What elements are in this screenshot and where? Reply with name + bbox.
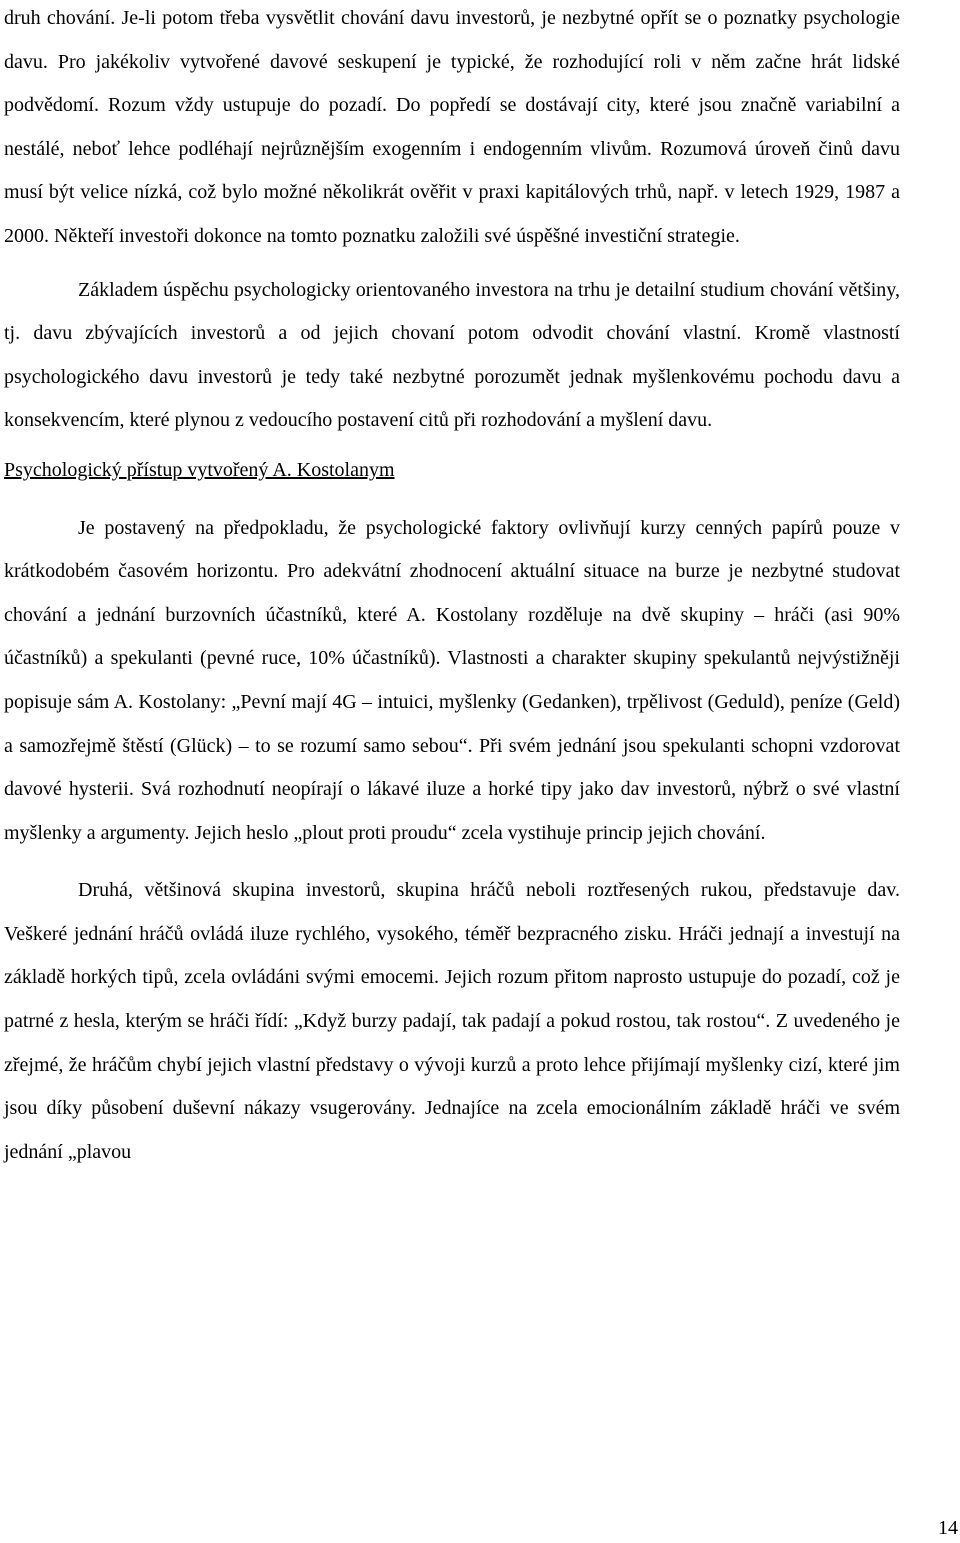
paragraph-kostolany-approach: Je postavený na předpokladu, že psychologické faktory ovlivňují kurzy cenných papírů pouze v krátkodobém časovém horizontu. Pro adekvátní zhodnocení aktuální situace na burze je nezbytné studovat chování a jednání burzovních účastníků, které A. Kostolany rozděluje na dvě skupiny – hráči (asi 90% účastníků) a spekulanti (pevné ruce, 10% účastníků). Vlastnosti a charakter skupiny spekulantů nejvýstižněji popisuje sám A. Kostolany: „Pevní mají 4G – intuici, myšlenky (Gedanken), trpělivost (Geduld), peníze (Geld) a samozřejmě štěstí (Glück) – to se rozumí samo sebou“. Při svém jednání jsou spekulanti schopni vzdorovat davové hysterii. Svá rozhodnutí neopírají o lákavé iluze a horké tipy jako dav investorů, nýbrž o své vlastní myšlenky a argumenty. Jejich heslo „plout proti proudu“ zcela vystihuje princip jejich chování.	[4, 516, 900, 844]
paragraph-players-group: Druhá, většinová skupina investorů, skupina hráčů neboli roztřesených rukou, představuje dav. Veškeré jednání hráčů ovládá iluze rychlého, vysokého, téměř bezpracného zisku. Hráči jednají a investují na základě horkých tipů, zcela ovládáni svými emocemi. Jejich rozum přitom naprosto ustupuje do pozadí, což je patrné z hesla, kterým se hráči řídí: „Když burzy padají, tak padají a pokud rostou, tak rostou“. Z uvedeného je zřejmé, že hráčům chybí jejich vlastní představy o vývoji kurzů a proto lehce přijímají myšlenky cizí, které jim jsou díky působení duševní nákazy vsugerovány. Jednajíce na zcela emocionálním základě hráči ve svém jednání „plavou	[4, 879, 900, 1163]
section-heading: Psychologický přístup vytvořený A. Kostolanym	[4, 458, 395, 481]
document-page	[4, 0, 900, 1174]
page-number: 14	[938, 1517, 958, 1539]
paragraph-investor-success: Základem úspěchu psychologicky orientovaného investora na trhu je detailní studium chování většiny, tj. davu zbývajících investorů a od jejich chovaní potom odvodit chování vlastní. Kromě vlastností psychologického davu investorů je tedy také nezbytné porozumět jednak myšlenkovému pochodu davu a konsekvencím, které plynou z vedoucího postavení citů při rozhodování a myšlení davu.	[4, 278, 900, 432]
paragraph-crowd-psychology: druh chování. Je-li potom třeba vysvětlit chování davu investorů, je nezbytné opřít se o poznatky psychologie davu. Pro jakékoliv vytvořené davové seskupení je typické, že rozhodující roli v něm začne hrát lidské podvědomí. Rozum vždy ustupuje do pozadí. Do popředí se dostávají city, které jsou značně variabilní a nestálé, neboť lehce podléhají nejrůznějším exogenním i endogenním vlivům. Rozumová úroveň činů davu musí být velice nízká, což bylo možné několikrát ověřit v praxi kapitálových trhů, např. v letech 1929, 1987 a 2000. Někteří investoři dokonce na tomto poznatku založili své úspěšné investiční strategie.	[4, 7, 900, 247]
